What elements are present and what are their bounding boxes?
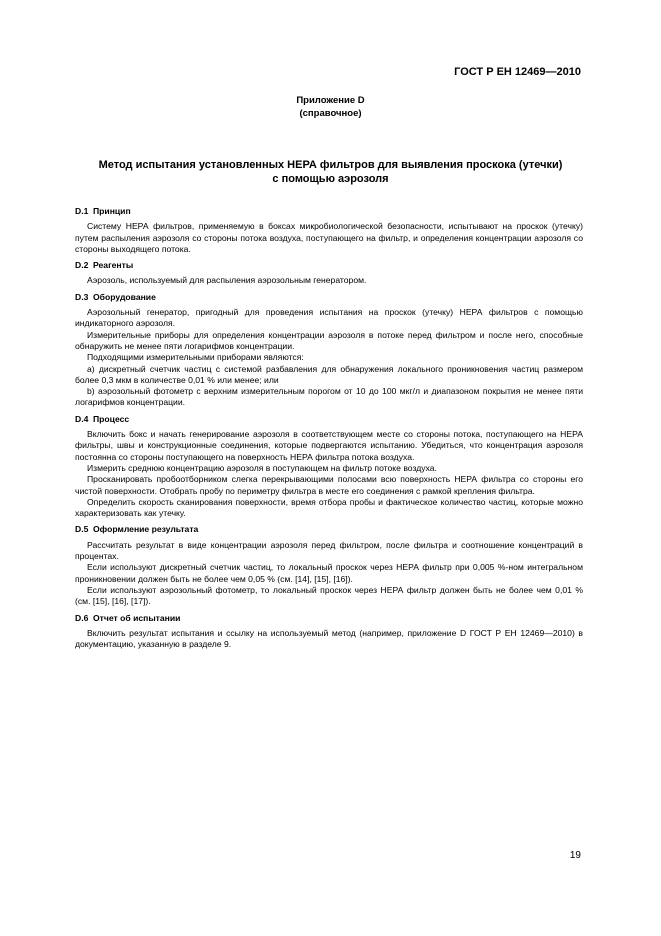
annex-heading (0, 94, 661, 120)
list-item: a) дискретный счетчик частиц с системой разбавления для обнаружения локального проникновения частиц размером более 0,3 мкм в количестве 0,01 % или менее; или (75, 363, 583, 385)
paragraph: Рассчитать результат в виде концентрации аэрозоля перед фильтром, после фильтра и соотношение концентраций в процентах. (75, 539, 583, 562)
paragraph: Включить результат испытания и ссылку на используемый метод (например, приложение D ГОСТ Р ЕН 12469—2010) в документацию, указанную в разделе 9. (75, 627, 583, 650)
section-heading (75, 260, 583, 271)
paragraph: Просканировать пробоотборником слегка перекрывающими полосами всю поверхность НЕРА фильтра со стороны его чистой поверхности. Отобрать пробу по периметру фильтра в месте его соединения с рамкой крепления фильтра. (75, 474, 583, 496)
annex-note: (справочное) (299, 108, 362, 119)
section-number: D.5 (75, 524, 89, 535)
list-item: b) аэрозольный фотометр с верхним измерительным порогом от 10 до 100 мкг/л и диапазоном покрытия не менее пяти логарифмов концентрации. (75, 386, 583, 408)
section-number: D.1 (75, 206, 89, 216)
section-title: Оформление результата (93, 524, 199, 535)
paragraph: Если используют аэрозольный фотометр, то локальный проскок через НЕРА фильтр должен быть не более чем 0,01 % (см. [15], [16], [17]). (75, 584, 583, 607)
document-title-line1: Метод испытания установленных НЕРА фильтров для выявления проскока (утечки) (98, 159, 563, 171)
section-d6 (75, 613, 583, 651)
section-title: Оборудование (93, 291, 156, 302)
section-heading (75, 292, 583, 303)
paragraph: Аэрозольный генератор, пригодный для проведения испытания на проскок (утечку) НЕРА фильтров с помощью индикаторного аэрозоля. (75, 307, 583, 329)
section-number: D.6 (75, 612, 89, 623)
paragraph: Включить бокс и начать генерирование аэрозоля в соответствующем месте со стороны потока, поступающего на НЕРА фильтры, швы и конструкционные соединения, которые подвергаются испытанию. Убедиться, что концентрация аэрозоля постоянна со стороны поступающего на поверхность НЕРА фильтра потока воздуха. (75, 429, 583, 462)
section-title: Принцип (93, 206, 131, 216)
section-title: Реагенты (93, 260, 134, 271)
paragraph: Систему НЕРА фильтров, применяемую в боксах микробиологической безопасности, испытывают на проскок (утечку) путем распыления аэрозоля со стороны потока воздуха, поступающего на фильтр, и определения концентрации аэрозоля со стороны выходящего потока. (75, 221, 583, 254)
section-heading (75, 613, 583, 624)
section-d2 (75, 260, 583, 287)
paragraph: Аэрозоль, используемый для распыления аэрозольным генератором. (87, 275, 367, 286)
section-heading (75, 414, 583, 425)
section-d3 (75, 292, 583, 409)
section-heading (75, 206, 583, 217)
paragraph: Измерить среднюю концентрацию аэрозоля в поступающем на фильтр потоке воздуха. (87, 462, 437, 473)
paragraph: Определить скорость сканирования поверхности, время отбора пробы и фактическое количество частиц, которые можно характеризовать как утечку. (75, 496, 583, 519)
section-number: D.4 (75, 413, 89, 424)
paragraph: Измерительные приборы для определения концентрации аэрозоля в потоке перед фильтром и после него, способные обнаружить не менее пяти логарифмов концентрации. (75, 329, 583, 351)
paragraph: Если используют дискретный счетчик частиц, то локальный проскок через НЕРА фильтр при 0,005 %-ном интегральном проникновении должен быть не более чем 0,05 % (см. [14], [15], [16]). (75, 562, 583, 584)
annex-title: Приложение D (296, 95, 365, 106)
section-heading (75, 524, 583, 535)
section-d4 (75, 414, 583, 520)
document-title-line2: с помощью аэрозоля (272, 173, 389, 185)
standard-code: ГОСТ Р ЕН 12469—2010 (454, 66, 581, 78)
section-d1 (75, 206, 583, 255)
section-title: Отчет об испытании (93, 612, 181, 623)
section-number: D.3 (75, 291, 89, 302)
section-title: Процесс (93, 413, 130, 424)
document-title (60, 158, 601, 186)
section-d5 (75, 524, 583, 607)
document-body (75, 204, 583, 655)
page-number: 19 (569, 850, 581, 861)
paragraph: Подходящими измерительными приборами являются: (87, 352, 304, 363)
section-number: D.2 (75, 260, 89, 271)
